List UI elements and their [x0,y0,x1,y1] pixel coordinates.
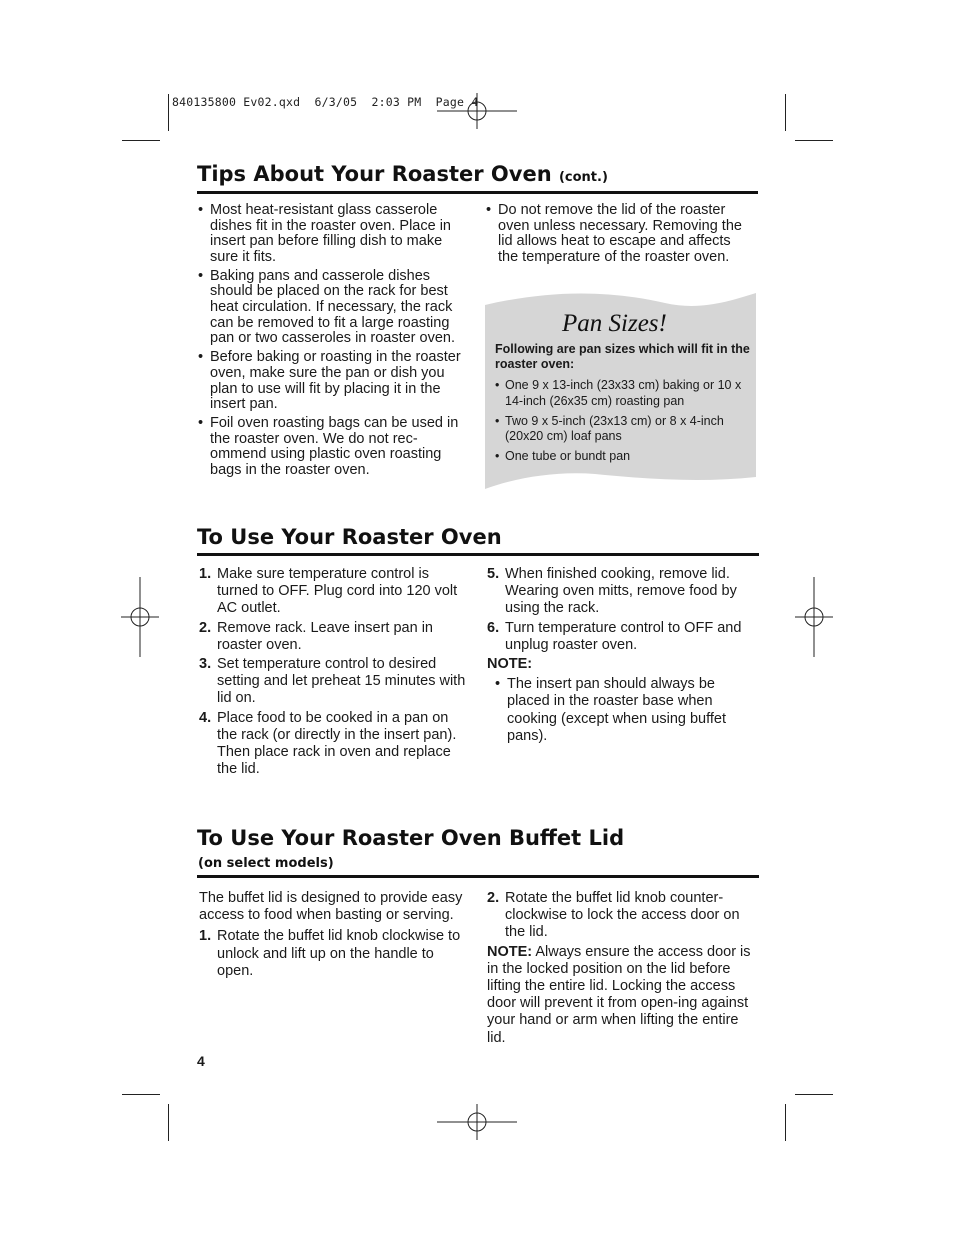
pan-sizes-intro: Following are pan sizes which will fit in the roaster oven: [495,342,750,371]
crop-mark [795,1094,833,1095]
use-rule [197,553,759,556]
pan-sizes-title: Pan Sizes! [562,310,667,337]
use-step [487,620,755,654]
step-text: Make sure temperature control is turned to OFF. Plug cord into 120 volt AC outlet. [217,566,458,617]
step-text: Rotate the buffet lid knob clockwise to unlock and lift up on the handle to open. [217,928,461,979]
buffet-step [487,890,759,942]
use-step [199,710,469,779]
use-note-label: NOTE: [487,656,533,673]
use-step [199,620,469,654]
pan-sizes-body [495,342,750,465]
use-step [199,656,469,708]
use-step [487,566,755,618]
buffet-rule [197,875,759,878]
tips-bullet: • Before baking or roasting in the roaster oven, make sure the pan or dish you plan to use will fit by placing it in the insert pan. [198,350,470,412]
pan-sizes-item: • One tube or bundt pan [495,449,750,465]
crop-mark [795,140,833,141]
step-number: 1. [199,566,212,582]
tips-rule [197,191,758,194]
tips-right-column [486,203,748,269]
buffet-heading: To Use Your Roaster Oven Buffet Lid [197,826,625,850]
use-note-bullet: • The insert pan should always be placed in the roaster base when cooking (except when using buffet pans). [487,676,755,745]
registration-mark-top [437,93,517,129]
tips-bullet: • Most heat-resistant glass casserole dishes fit in the roaster oven. Place in insert pan before filling dish to make sure it fits. [198,203,470,265]
pan-sizes-item: • One 9 x 13-inch (23x33 cm) baking or 10 x 14-inch (26x35 cm) roasting pan [495,378,750,410]
step-number: 4. [199,709,212,726]
buffet-note [487,944,759,1047]
use-heading: To Use Your Roaster Oven [197,525,502,549]
crop-mark [785,94,786,131]
buffet-right-column [487,890,759,1051]
crop-mark [168,1104,169,1141]
print-slug: 840135800 Ev02.qxd 6/3/05 2:03 PM Page 4 [172,95,479,109]
step-text: Rotate the buffet lid knob counter-clockwise to lock the access door on the lid. [505,890,740,941]
buffet-note-label: NOTE: [487,943,533,960]
pan-sizes-item: • Two 9 x 5-inch (23x13 cm) or 8 x 4-inch (20x20 cm) loaf pans [495,414,750,446]
tips-bullet: • Foil oven roasting bags can be used in the roaster oven. We do not rec-ommend using plastic oven roasting bags in the roaster oven. [198,416,470,478]
use-right-column [487,566,755,745]
tips-title-suffix: (cont.) [558,170,608,185]
crop-mark [785,1104,786,1141]
tips-heading [197,162,608,186]
use-left-column [199,566,469,780]
step-text: When finished cooking, remove lid. Wearing oven mitts, remove food by using the rack. [505,566,737,617]
tips-title: Tips About Your Roaster Oven [197,162,552,186]
step-text: Set temperature control to desired setting and let preheat 15 minutes with lid on. [217,656,466,707]
tips-left-column [198,203,470,482]
crop-mark [122,140,160,141]
step-number: 6. [487,619,500,636]
buffet-step [199,928,471,980]
crop-mark [122,1094,160,1095]
step-text: Remove rack. Leave insert pan in roaster oven. [217,619,433,653]
tips-bullet: • Baking pans and casserole dishes should be placed on the rack for best heat circulation. If necessary, the rack can be removed to fit a large roasting pan or two casseroles in roaster oven. [198,269,470,347]
buffet-left-column [199,890,471,982]
step-number: 5. [487,566,500,582]
buffet-subtitle: (on select models) [198,856,334,871]
step-number: 3. [199,656,212,673]
use-step [199,566,469,618]
page-number: 4 [197,1053,205,1069]
crop-mark [168,94,169,131]
registration-mark-right [795,577,833,657]
step-number: 2. [199,619,212,636]
registration-mark-bottom [437,1104,517,1140]
buffet-note-text: Always ensure the access door is in the locked position on the lid before lifting the entire lid. Locking the access door will prevent it from open-ing against your hand or arm when lifting the entire lid. [487,943,751,1046]
step-text: Place food to be cooked in a pan on the rack (or directly in the insert pan). Then place rack in oven and replace the lid. [217,709,457,778]
step-number: 1. [199,928,212,945]
registration-mark-left [121,577,159,657]
step-number: 2. [487,890,500,906]
step-text: Turn temperature control to OFF and unplug roaster oven. [505,619,742,653]
tips-bullet: • Do not remove the lid of the roaster oven unless necessary. Removing the lid allows heat to escape and affects the temperature of the roaster oven. [486,203,748,265]
buffet-intro: The buffet lid is designed to provide easy access to food when basting or serving. [199,890,463,924]
